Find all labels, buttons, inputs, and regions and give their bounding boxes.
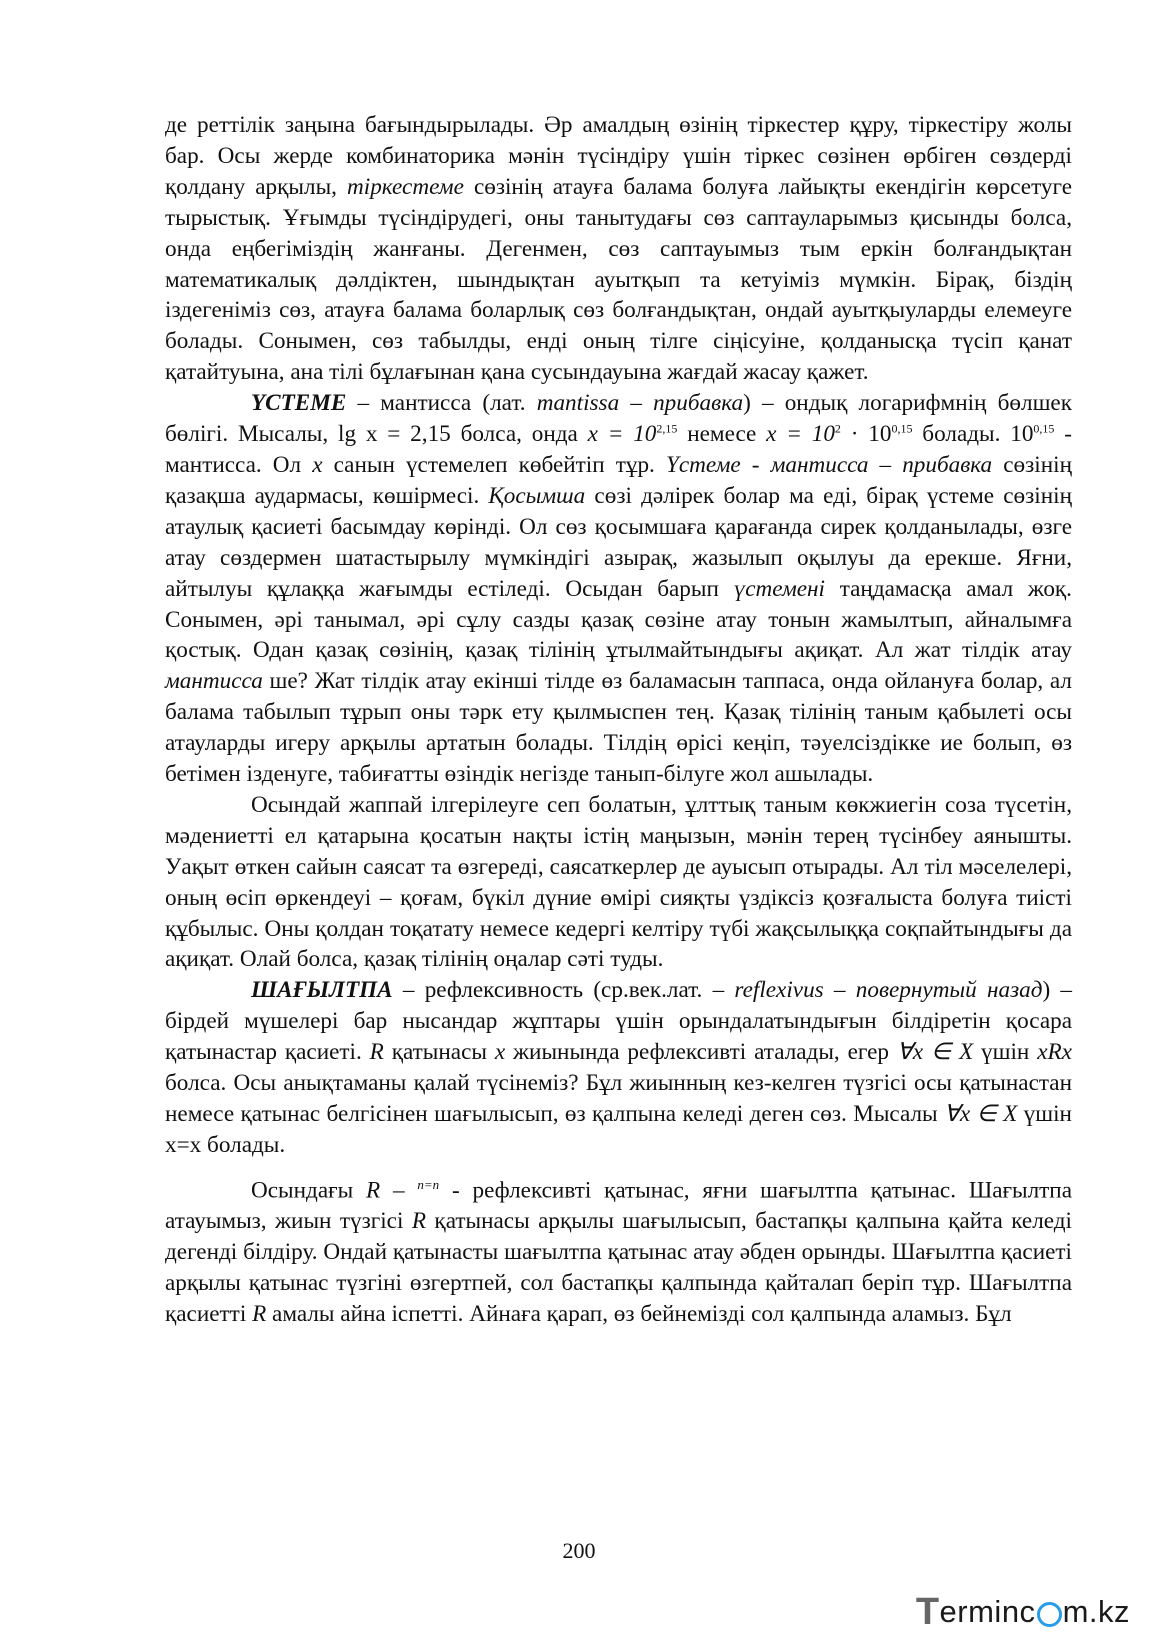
paragraph-3: Осындай жаппай ілгерілеуге сеп болатын, ұлттық таным көкжиегін соза түсетін, мәдениетті ел қатарына қосатын нақты істің маңызын, мәнін терең түсінбеу аянышты. Уақыт өткен сайын саясат та өзгереді, саясаткерлер де ауысып отырады. Ал тіл мәселелері, оның өсіп өркендеуі – қоғам, бүкіл дүние өмірі сияқты үздіксіз қозғалыста болуға тиісті құбылыс. Оны қолдан тоқатату немесе кедергі келтіру түбі жақсылыққа соқпайтындығы да ақиқат. Олай болса, қазақ тілінің оңалар сәті туды.	[165, 791, 1072, 973]
page-number: 200	[562, 1538, 596, 1563]
term-heading-shagyltpa: ШАҒЫЛТПА	[251, 977, 393, 1004]
term-heading-usteme: ҮСТЕМЕ	[251, 390, 347, 417]
paragraph-5: Осындағы R – $^{n=n}$ - рефлексивті қатынас, яғни шағылтпа қатынас. Шағылтпа атауымыз, жиын түзгісі R қатынасы арқылы шағылысып, бастапқы қалпына қайта келеді дегенді білдіру. Ондай қатынасты шағылтпа қатынас атау әбден орынды. Шағылтпа қасиеті арқылы қатынас түзгіні өзгертпей, сол бастапқы қалпында қайталап беріп тұр. Шағылтпа қасиетті R амалы айна іспетті. Айнаға қарап, өз бейнемізді сол қалпында аламыз. Бұл	[165, 1169, 1072, 1330]
formula-forall-1: ∀x ∈ X	[896, 1039, 974, 1066]
formula-lg: lg x = 2,15	[338, 421, 451, 448]
termincom-logo: T erminc m.kz	[915, 1590, 1130, 1633]
formula-product: $x = 10^2 \cdot 10^{0,15}$	[766, 421, 913, 448]
term-tirkesteme: тіркестеме	[347, 173, 464, 200]
formula-forall-2: ∀x ∈ X	[944, 1101, 1018, 1127]
logo-circle-icon	[1037, 1602, 1062, 1627]
formula-power: $x = 10^{2,15}$	[587, 421, 678, 448]
paragraph-shagyltpa: ШАҒЫЛТПА – рефлексивность (ср.век.лат. – reflexivus – повернутый назад) – бірдей мүшелері бар нысандар жұптары үшін орындалатындығын білдіретін қосара қатынастар қасиеті. R қатынасы x жиынында рефлексивті аталады, егер ∀x ∈ X үшін xRx болса. Осы анықтаманы қалай түсінеміз? Бұл жиынның кез-келген түзгісі осы қатынастан немесе қатынас белгісінен шағылысып, өз қалпына келеді деген сөз. Мысалы ∀x ∈ X үшін x=x болады.	[165, 977, 1072, 1158]
formula-mantissa: 10$^{0,15}$	[1010, 421, 1055, 448]
formula-n-eq-n: n=n	[417, 1176, 440, 1192]
document-body	[165, 110, 1072, 1330]
paragraph-1: де реттілік заңына бағындырылады. Әр амалдың өзінің тіркестер құру, тіркестіру жолы бар. Осы жерде комбинаторика мәнін түсіндіру үшін тіркес сөзінен өрбіген сөздерді қолдану арқылы, тіркестеме сөзінің атауға балама болуға лайықты екендігін көрсетуге тырыстық. Ұғымды түсіндірудегі, оны танытудағы сөз саптауларымыз қисынды болса, онда еңбегіміздің жанғаны. Дегенмен, сөз саптауымыз тым еркін болғандықтан математикалық дәлдіктен, шындықтан ауытқып та кетуіміз мүмкін. Бірақ, біздің іздегеніміз сөз, атауға балама боларлық сөз болғандықтан, ондай ауытқыуларды елемеуге болады. Сонымен, сөз табылды, енді оның тілге сіңісуіне, қолданысқа түсіп қанат қатайтуына, ана тілі бұлағынан қана сусындауына жағдай жасау қажет.	[165, 112, 1072, 386]
paragraph-usteme: ҮСТЕМЕ – мантисса (лат. mantissa – прибавка) – ондық логарифмнің бөлшек бөлігі. Мысалы, lg x = 2,15 болса, онда $x = 10^{2,15}$ немесе $x = 10^2 \cdot 10^{0,15}$ болады. 10$^{0,15}$ - мантисса. Ол x санын үстемелеп көбейтіп тұр. Үстеме - мантисса – прибавка сөзінің қазақша аудармасы, көшірмесі. Қосымша сөзі дәлірек болар ма еді, бірақ үстеме сөзінің атаулық қасиеті басымдау көрінді. Ол сөз қосымшаға қарағанда сирек қолданылады, өзге атау сөздермен шатастырылу мүмкіндігі азырақ, жазылып оқылуы да ерекше. Яғни, айтылуы құлаққа жағымды естіледі. Осыдан барып үстемені таңдамасқа амал жоқ. Сонымен, әрі танымал, әрі сұлу сазды қазақ сөзіне атау тонын жамылтып, айналымға қостық. Одан қазақ сөзінің, қазақ тілінің ұтылмайтындығы ақиқат. Ал жат тілдік атау мантисса ше? Жат тілдік атау екінші тілде өз баламасын таппаса, онда ойлануға болар, ал балама табылып тұрып оны тәрк ету қылмыспен тең. Қазақ тілінің таным қабылеті осы атауларды игеру арқылы артатын болады. Тілдің өрісі кеңіп, тәуелсіздікке ие болып, өз бетімен ізденуге, табиғатты өзіндік негізде танып-білуге жол ашылады.	[165, 390, 1072, 788]
